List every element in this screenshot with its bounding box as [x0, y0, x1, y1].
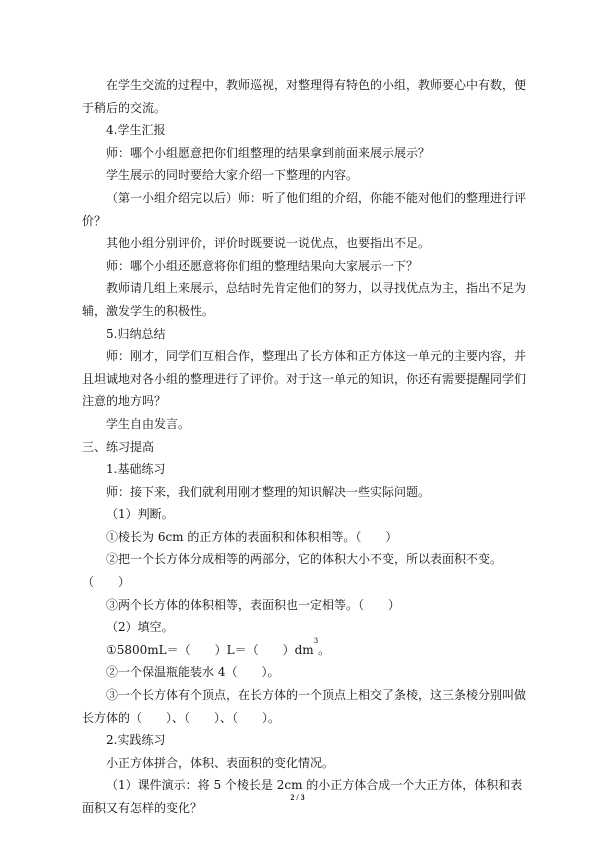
paragraph-tail: 。	[318, 642, 331, 657]
paragraph-text: （1）判断。	[106, 507, 174, 522]
paragraph	[82, 684, 534, 729]
paragraph-text: （第一小组介绍完以后）师：听了他们组的介绍，你能不能对他们的整理进行评价？	[82, 190, 527, 228]
paragraph-text: 其他小组分别评价，评价时既要说一说优点，也要指出不足。	[106, 236, 431, 251]
paragraph-text: 学生展示的同时要给大家介绍一下整理的内容。	[106, 168, 359, 183]
paragraph	[82, 594, 534, 617]
superscript: 3	[313, 636, 319, 645]
paragraph	[82, 636, 534, 662]
paragraph-text: ①棱长为 6cm 的正方体的表面积和体积相等。（ ）	[106, 529, 398, 544]
paragraph-text: （1）课件演示：将 5 个棱长是 2cm 的小正方体合成一个大正方体，体积和表面积又有怎样的变化？	[82, 778, 523, 815]
paragraph-text: ③两个长方体的体积相等，表面积也一定相等。（ ）	[106, 597, 401, 612]
paragraph-text: 师：哪个小组愿意把你们组整理的结果拿到前面来展示展示？	[106, 145, 431, 160]
paragraph-text: ①5800mL＝（ ）L＝（ ）dm	[106, 642, 314, 657]
paragraph	[82, 323, 534, 346]
paragraph	[82, 458, 534, 481]
paragraph	[82, 548, 534, 593]
paragraph	[82, 661, 534, 684]
paragraph-text: 师：刚才，同学们互相合作，整理出了长方体和正方体这一单元的主要内容，并且坦诚地对各小组的整理进行了评价。对于这一单元的知识，你还有需要提醒同学们注意的地方吗？	[82, 349, 527, 409]
body-text	[82, 74, 534, 820]
paragraph-text: 4.学生汇报	[106, 123, 166, 138]
paragraph-text: 师：接下来，我们就利用刚才整理的知识解决一些实际问题。	[106, 484, 431, 499]
paragraph	[82, 616, 534, 639]
paragraph-text: 在学生交流的过程中，教师巡视，对整理得有特色的小组，教师要心中有数，便于稍后的交流。	[82, 78, 527, 115]
paragraph	[82, 119, 534, 142]
paragraph-text: 学生自由发言。	[106, 416, 191, 431]
paragraph	[82, 345, 534, 413]
paragraph-text: 2.实践练习	[106, 733, 166, 748]
paragraph-text: 师：哪个小组还愿意将你们组的整理结果向大家展示一下？	[106, 258, 419, 273]
paragraph	[82, 436, 534, 459]
paragraph	[82, 752, 534, 775]
paragraph	[82, 74, 534, 119]
paragraph-text: ②把一个长方体分成相等的两部分，它的体积大小不变，所以表面积不变。（ ）	[82, 552, 503, 590]
paragraph-text: ③一个长方体有个顶点，在长方体的一个顶点上相交了条棱，这三条棱分别叫做长方体的（ ）、（ ）、（ ）。	[82, 688, 527, 725]
paragraph	[82, 481, 534, 504]
paragraph-text: 1.基础练习	[106, 462, 166, 477]
paragraph-text: 小正方体拼合，体积、表面积的变化情况。	[106, 755, 335, 770]
paragraph	[82, 187, 534, 232]
paragraph-text: 教师请几组上来展示，总结时先肯定他们的努力，以寻找优点为主，指出不足为辅，激发学生的积极性。	[82, 281, 527, 318]
paragraph-text: 5.归纳总结	[106, 326, 166, 341]
paragraph	[82, 232, 534, 255]
paragraph	[82, 413, 534, 436]
paragraph-text: （2）填空。	[106, 620, 174, 635]
paragraph	[82, 142, 534, 165]
paragraph	[82, 164, 534, 187]
paragraph	[82, 729, 534, 752]
paragraph-text: ②一个保温瓶能装水 4（ ）。	[106, 665, 280, 680]
paragraph	[82, 503, 534, 526]
paragraph	[82, 277, 534, 322]
paragraph-text: 三、练习提高	[82, 439, 155, 454]
paragraph	[82, 526, 534, 549]
page-number: 2 / 3	[290, 793, 305, 802]
paragraph	[82, 255, 534, 278]
